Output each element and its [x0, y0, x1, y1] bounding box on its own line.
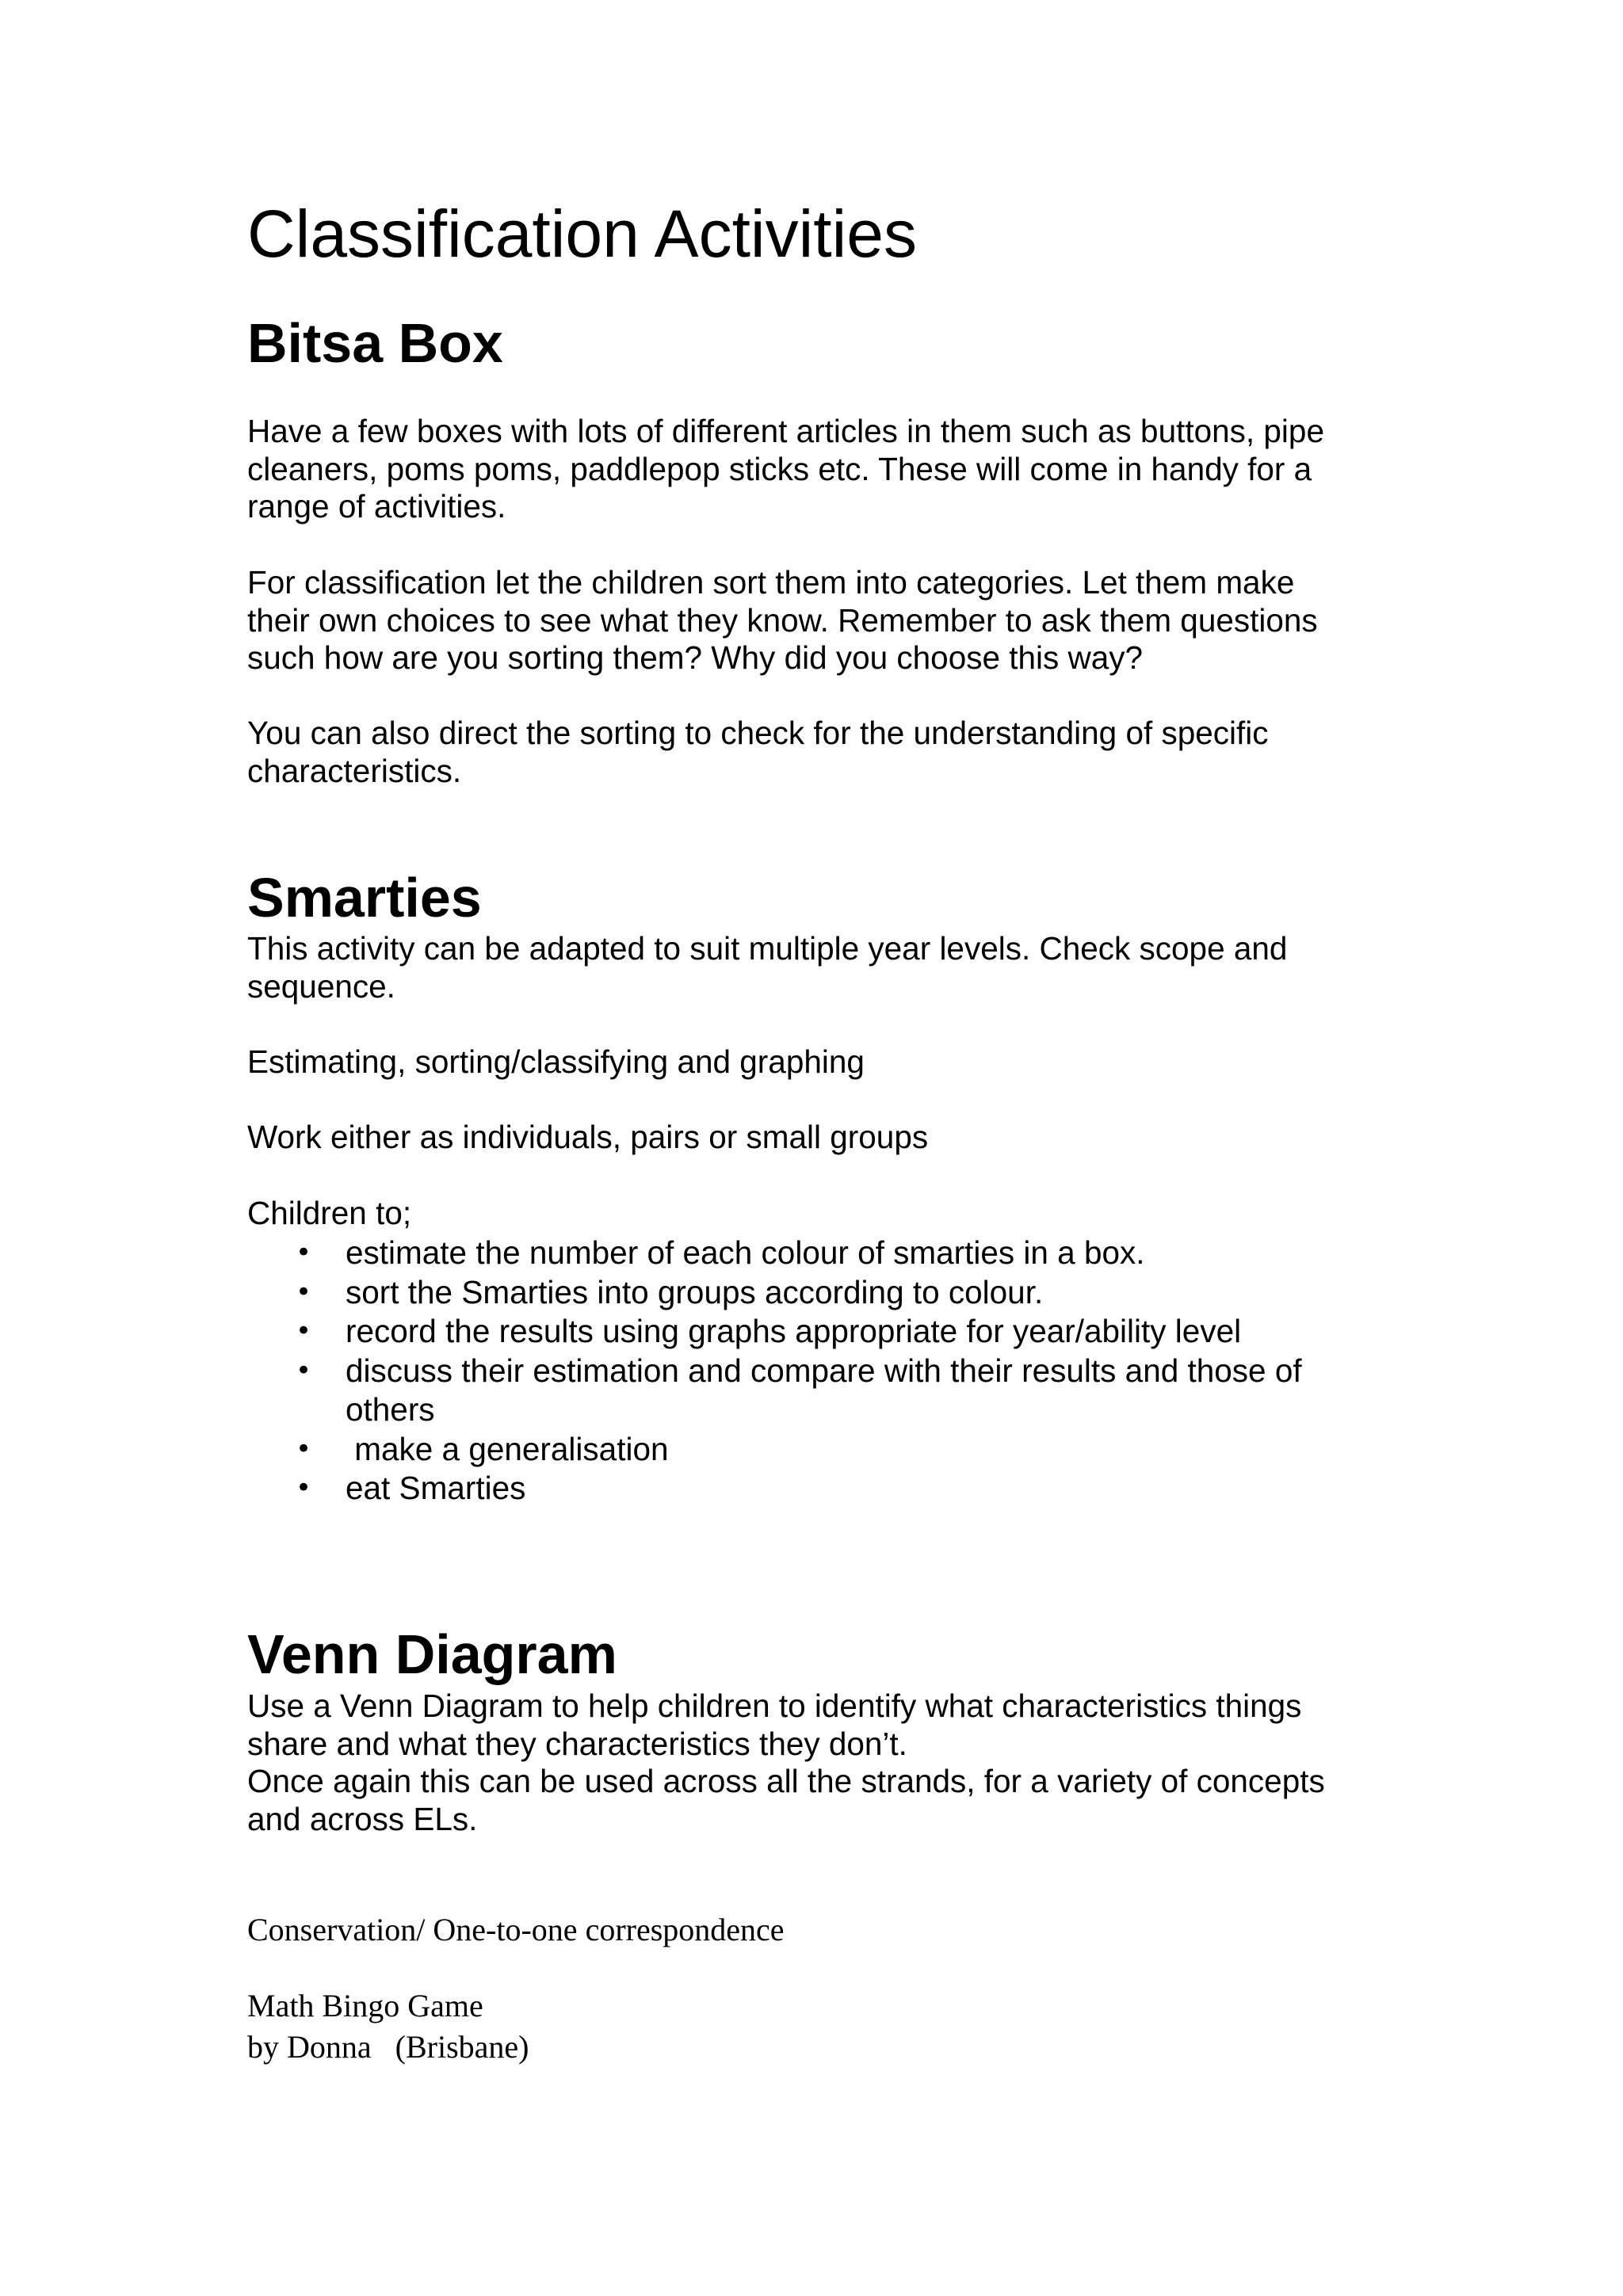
list-item — [247, 1273, 1302, 1313]
list-item-text: estimate the number of each colour of smarties in a box. — [346, 1234, 1145, 1271]
text-line: such how are you sorting them? Why did you choose this way? — [247, 639, 1144, 676]
list-item — [247, 1312, 1302, 1352]
text-line: You can also direct the sorting to check for the understanding of specific — [247, 715, 1269, 751]
bullet-icon: • — [296, 1472, 312, 1504]
bitsa-box-paragraph-1 — [247, 413, 1373, 526]
text-line: characteristics. — [247, 752, 462, 789]
text-line: and across ELs. — [247, 1800, 478, 1837]
text-line: This activity can be adapted to suit multiple year levels. Check scope and — [247, 930, 1288, 967]
heading-venn-diagram: Venn Diagram — [247, 1623, 617, 1685]
text-line: Once again this can be used across all the strands, for a variety of concepts — [247, 1763, 1325, 1799]
list-item — [247, 1430, 1302, 1470]
bingo-game-byline: by Donna (Brisbane) — [247, 2029, 529, 2065]
text-line: Have a few boxes with lots of different articles in them such as buttons, pipe — [247, 413, 1324, 449]
venn-paragraph — [247, 1688, 1373, 1838]
list-item — [247, 1234, 1302, 1273]
smarties-paragraph-2 — [247, 1043, 1373, 1081]
text-line: Use a Venn Diagram to help children to identify what characteristics things — [247, 1688, 1302, 1724]
list-item-continuation — [247, 1390, 1302, 1430]
smarties-paragraph-1 — [247, 930, 1373, 1005]
text-line: range of activities. — [247, 488, 506, 524]
smarties-paragraph-3 — [247, 1119, 1373, 1157]
bitsa-box-paragraph-2 — [247, 564, 1373, 677]
bullet-icon: • — [296, 1315, 312, 1347]
list-item-text: eat Smarties — [346, 1470, 526, 1506]
list-item — [247, 1469, 1302, 1508]
text-line: Work either as individuals, pairs or small groups — [247, 1119, 929, 1155]
text-line: share and what they characteristics they don’t. — [247, 1725, 907, 1762]
bullet-icon: • — [296, 1276, 312, 1308]
heading-bitsa-box: Bitsa Box — [247, 312, 503, 374]
text-line: Estimating, sorting/classifying and graphing — [247, 1043, 865, 1080]
bitsa-box-paragraph-3 — [247, 715, 1373, 790]
text-line: cleaners, poms poms, paddlepop sticks etc. These will come in handy for a — [247, 450, 1312, 487]
list-item-text: make a generalisation — [346, 1430, 669, 1467]
conservation-heading: Conservation/ One-to-one correspondence — [247, 1912, 785, 1947]
list-item-text: record the results using graphs appropriate for year/ability level — [346, 1313, 1242, 1349]
smarties-list-intro — [247, 1195, 1373, 1233]
text-line: their own choices to see what they know. Remember to ask them questions — [247, 601, 1318, 639]
bullet-icon: • — [296, 1432, 312, 1465]
list-item-text: discuss their estimation and compare with their results and those of — [346, 1352, 1302, 1389]
list-item-text: others — [346, 1391, 435, 1428]
text-line: sequence. — [247, 967, 395, 1005]
list-item-text: sort the Smarties into groups according to colour. — [346, 1273, 1044, 1310]
text-line: For classification let the children sort them into categories. Let them make — [247, 564, 1295, 601]
text-line: Children to; — [247, 1195, 412, 1231]
document-title: Classification Activities — [247, 196, 917, 271]
smarties-bullet-list — [247, 1234, 1302, 1508]
bingo-game-title: Math Bingo Game — [247, 1988, 483, 2023]
list-item — [247, 1352, 1302, 1391]
bullet-icon: • — [296, 1237, 312, 1268]
bullet-icon: • — [296, 1354, 312, 1386]
heading-smarties: Smarties — [247, 867, 482, 929]
